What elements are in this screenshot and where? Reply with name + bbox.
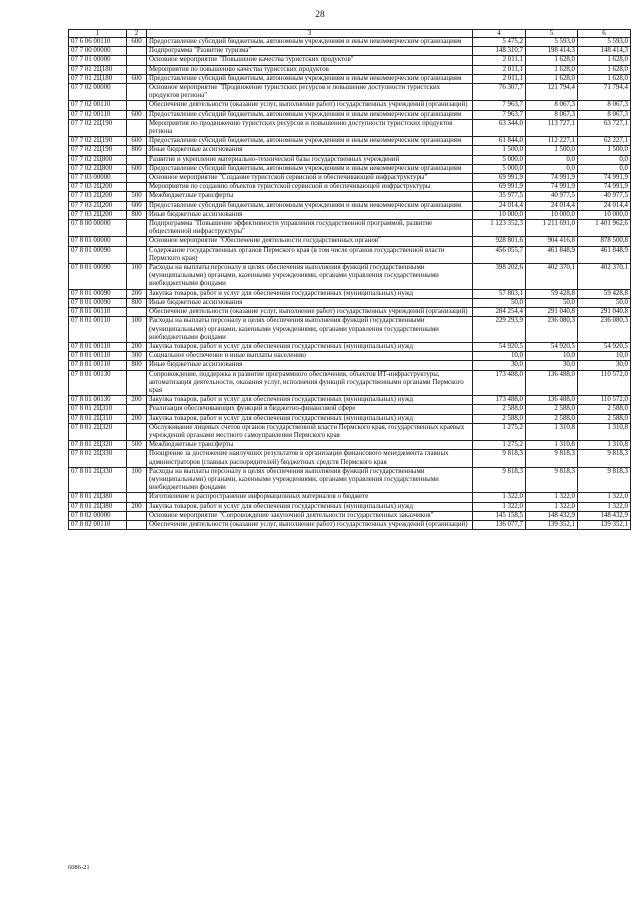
row-value-1-cell: 1 322,0 [473, 502, 526, 511]
row-code-cell: 07 8 02 00110 [69, 520, 127, 529]
row-description-cell: Обслуживание лицевых счетов органов государственной власти Пермского края, государственных краевых учреждений органами местного самоуправления Пермского края [147, 423, 473, 440]
row-code-cell: 07 7 03 2Ц200 [69, 192, 127, 201]
row-description-cell: Основное мероприятие "Создание туристской сервисной и обеспечивающей инфраструктуры" [147, 174, 473, 183]
row-value-2-cell: 1 628,0 [526, 74, 578, 83]
row-value-3-cell: 71 794,4 [578, 84, 631, 101]
row-value-3-cell: 148 414,3 [578, 47, 631, 56]
row-value-1-cell: 456 055,7 [473, 246, 526, 263]
row-value-1-cell: 7 963,7 [473, 101, 526, 110]
row-value-1-cell: 229 293,9 [473, 317, 526, 343]
table-row [69, 342, 631, 351]
row-value-1-cell: 5 475,2 [473, 38, 526, 47]
row-value-3-cell: 1 310,8 [578, 423, 631, 440]
row-value-2-cell: 74 991,9 [526, 183, 578, 192]
row-description-cell: Предоставление субсидий бюджетным, автономным учреждениям и иным некоммерческим организациям [147, 38, 473, 47]
row-code-cell: 07 8 01 00090 [69, 289, 127, 298]
row-value-3-cell: 110 572,0 [578, 396, 631, 405]
row-value-3-cell: 10 000,0 [578, 210, 631, 219]
row-value-1-cell: 2 588,0 [473, 414, 526, 423]
table-row [69, 155, 631, 164]
header-cell: 3 [147, 30, 473, 38]
row-value-2-cell: 113 727,1 [526, 119, 578, 136]
row-type-cell [127, 246, 147, 263]
row-value-3-cell: 139 352,1 [578, 520, 631, 529]
table-row [69, 146, 631, 155]
row-value-3-cell: 30,0 [578, 361, 631, 370]
row-value-3-cell: 8 067,3 [578, 110, 631, 119]
row-value-3-cell: 59 428,8 [578, 289, 631, 298]
row-value-2-cell: 2 588,0 [526, 414, 578, 423]
row-type-cell: 100 [127, 264, 147, 290]
row-code-cell: 07 7 01 2Ц180 [69, 74, 127, 83]
row-type-cell: 200 [127, 289, 147, 298]
row-value-2-cell: 10 000,0 [526, 210, 578, 219]
row-value-1-cell: 54 920,5 [473, 342, 526, 351]
row-code-cell: 07 7 02 00110 [69, 110, 127, 119]
row-description-cell: Иные бюджетные ассигнования [147, 146, 473, 155]
row-value-2-cell: 59 428,8 [526, 289, 578, 298]
row-value-3-cell: 0,0 [578, 155, 631, 164]
row-value-3-cell: 9 818,3 [578, 467, 631, 493]
row-value-2-cell: 1 211 691,0 [526, 220, 578, 237]
row-code-cell: 07 8 01 2Ц310 [69, 405, 127, 414]
row-code-cell: 07 8 01 00000 [69, 237, 127, 246]
row-code-cell: 07 8 01 2Ц330 [69, 450, 127, 467]
row-value-3-cell: 1 628,0 [578, 56, 631, 65]
row-type-cell: 600 [127, 164, 147, 173]
row-value-3-cell: 236 080,3 [578, 317, 631, 343]
row-code-cell: 07 8 01 2Ц380 [69, 493, 127, 502]
row-type-cell [127, 47, 147, 56]
row-value-1-cell: 10,0 [473, 352, 526, 361]
row-description-cell: Предоставление субсидий бюджетным, автономным учреждениям и иным некоммерческим организациям [147, 137, 473, 146]
row-value-1-cell: 57 803,1 [473, 289, 526, 298]
row-type-cell [127, 119, 147, 136]
row-value-2-cell: 9 818,3 [526, 467, 578, 493]
row-value-2-cell: 198 414,3 [526, 47, 578, 56]
row-value-2-cell: 148 432,9 [526, 511, 578, 520]
table-row [69, 405, 631, 414]
row-value-2-cell: 54 920,5 [526, 342, 578, 351]
row-value-3-cell: 110 572,0 [578, 370, 631, 396]
row-type-cell: 600 [127, 137, 147, 146]
row-value-2-cell: 136 488,0 [526, 370, 578, 396]
table-row [69, 308, 631, 317]
row-value-1-cell: 398 202,6 [473, 264, 526, 290]
row-code-cell: 07 8 01 2Ц320 [69, 423, 127, 440]
row-type-cell [127, 183, 147, 192]
row-code-cell: 07 8 02 00000 [69, 511, 127, 520]
row-description-cell: Реализация обеспечивающих функций в бюджетно-финансовой сфере [147, 405, 473, 414]
row-value-1-cell: 5 000,0 [473, 164, 526, 173]
row-type-cell [127, 450, 147, 467]
row-code-cell: 07 8 01 00130 [69, 396, 127, 405]
table-row [69, 74, 631, 83]
row-code-cell: 07 8 01 00090 [69, 246, 127, 263]
table-row [69, 370, 631, 396]
row-value-2-cell: 8 067,3 [526, 101, 578, 110]
row-value-2-cell: 1 310,8 [526, 441, 578, 450]
row-value-2-cell: 139 352,1 [526, 520, 578, 529]
row-type-cell [127, 220, 147, 237]
row-value-2-cell: 74 991,9 [526, 174, 578, 183]
table-row [69, 441, 631, 450]
row-code-cell: 07 6 06 00110 [69, 38, 127, 47]
row-value-2-cell: 1 500,0 [526, 146, 578, 155]
row-value-2-cell: 402 370,1 [526, 264, 578, 290]
table-row [69, 317, 631, 343]
row-value-3-cell: 10,0 [578, 352, 631, 361]
row-code-cell: 07 7 02 00110 [69, 101, 127, 110]
row-type-cell [127, 520, 147, 529]
row-code-cell: 07 7 01 2Ц180 [69, 65, 127, 74]
row-description-cell: Основное мероприятие "Повышение качества туристских продуктов" [147, 56, 473, 65]
row-value-1-cell: 50,0 [473, 298, 526, 307]
row-code-cell: 07 8 01 00110 [69, 352, 127, 361]
row-value-2-cell: 291 040,8 [526, 308, 578, 317]
row-value-1-cell: 35 977,5 [473, 192, 526, 201]
table-row [69, 56, 631, 65]
header-cell: 2 [127, 30, 147, 38]
row-value-2-cell: 1 628,0 [526, 56, 578, 65]
row-code-cell: 07 7 02 2Ц190 [69, 146, 127, 155]
table-row [69, 361, 631, 370]
row-value-3-cell: 1 628,0 [578, 65, 631, 74]
row-description-cell: Содержание государственных органов Пермского края (в том числе органов государственной власти Пермского края) [147, 246, 473, 263]
row-value-1-cell: 2 588,0 [473, 405, 526, 414]
row-code-cell: 07 7 02 2Ц190 [69, 119, 127, 136]
row-value-1-cell: 69 991,9 [473, 183, 526, 192]
row-type-cell: 200 [127, 396, 147, 405]
table-row [69, 119, 631, 136]
table-row [69, 84, 631, 101]
row-description-cell: Обеспечение деятельности (оказание услуг, выполнение работ) государственных учреждений (организаций) [147, 308, 473, 317]
table-row [69, 502, 631, 511]
row-value-2-cell: 40 977,5 [526, 192, 578, 201]
row-value-2-cell: 121 794,4 [526, 84, 578, 101]
header-cell: 4 [473, 30, 526, 38]
row-code-cell: 07 7 02 2Ц800 [69, 155, 127, 164]
row-value-1-cell: 76 307,7 [473, 84, 526, 101]
table-row [69, 467, 631, 493]
row-description-cell: Предоставление субсидий бюджетным, автономным учреждениям и иным некоммерческим организациям [147, 74, 473, 83]
row-value-1-cell: 928 801,6 [473, 237, 526, 246]
row-type-cell [127, 370, 147, 396]
row-value-3-cell: 50,0 [578, 298, 631, 307]
table-row [69, 298, 631, 307]
row-code-cell: 07 8 01 00110 [69, 361, 127, 370]
row-value-1-cell: 1 322,0 [473, 493, 526, 502]
row-value-3-cell: 2 588,0 [578, 405, 631, 414]
row-type-cell [127, 493, 147, 502]
table-row [69, 352, 631, 361]
row-value-2-cell: 50,0 [526, 298, 578, 307]
row-description-cell: Предоставление субсидий бюджетным, автономным учреждениям и иным некоммерческим организациям [147, 110, 473, 119]
row-value-3-cell: 402 370,1 [578, 264, 631, 290]
row-value-2-cell: 236 080,3 [526, 317, 578, 343]
row-value-2-cell: 136 488,0 [526, 396, 578, 405]
row-value-3-cell: 1 310,8 [578, 441, 631, 450]
row-type-cell: 500 [127, 441, 147, 450]
row-value-1-cell: 148 310,7 [473, 47, 526, 56]
row-value-2-cell: 0,0 [526, 164, 578, 173]
row-description-cell: Предоставление субсидий бюджетным, автономным учреждениям и иным некоммерческим организациям [147, 164, 473, 173]
row-value-1-cell: 61 844,0 [473, 137, 526, 146]
row-description-cell: Закупка товаров, работ и услуг для обеспечения государственных (муниципальных) нужд [147, 414, 473, 423]
table-row [69, 264, 631, 290]
row-value-2-cell: 1 310,8 [526, 423, 578, 440]
row-type-cell: 600 [127, 201, 147, 210]
row-type-cell [127, 405, 147, 414]
row-code-cell: 07 7 03 2Ц200 [69, 183, 127, 192]
row-type-cell: 200 [127, 414, 147, 423]
row-description-cell: Иные бюджетные ассигнования [147, 298, 473, 307]
row-description-cell: Развитие и укрепление материально-технической базы государственных учреждений [147, 155, 473, 164]
row-value-1-cell: 2 011,1 [473, 56, 526, 65]
row-type-cell [127, 308, 147, 317]
table-row [69, 520, 631, 529]
row-code-cell: 07 8 01 2Ц330 [69, 467, 127, 493]
row-description-cell: Мероприятия по созданию объектов туристской сервисной и обеспечивающей инфраструктуры [147, 183, 473, 192]
row-value-3-cell: 1 322,0 [578, 493, 631, 502]
row-value-1-cell: 136 077,7 [473, 520, 526, 529]
row-code-cell: 07 7 03 00000 [69, 174, 127, 183]
row-type-cell [127, 56, 147, 65]
row-type-cell [127, 423, 147, 440]
row-description-cell: Межбюджетные трансферты [147, 441, 473, 450]
row-value-1-cell: 2 011,1 [473, 65, 526, 74]
table-row [69, 183, 631, 192]
table-row [69, 38, 631, 47]
row-value-2-cell: 24 014,4 [526, 201, 578, 210]
row-description-cell: Изготовление и распространение информационных материалов о бюджете [147, 493, 473, 502]
row-value-2-cell: 10,0 [526, 352, 578, 361]
row-description-cell: Социальное обеспечение и иные выплаты населению [147, 352, 473, 361]
row-type-cell: 500 [127, 192, 147, 201]
row-value-1-cell: 173 488,0 [473, 370, 526, 396]
row-value-3-cell: 1 628,0 [578, 74, 631, 83]
row-value-1-cell: 63 344,0 [473, 119, 526, 136]
row-value-3-cell: 148 432,9 [578, 511, 631, 520]
row-value-2-cell: 1 322,0 [526, 502, 578, 511]
row-value-1-cell: 10 000,0 [473, 210, 526, 219]
budget-table [68, 29, 631, 530]
row-description-cell: Иные бюджетные ассигнования [147, 361, 473, 370]
row-value-3-cell: 1 500,0 [578, 146, 631, 155]
row-description-cell: Основное мероприятие "Продвижение туристских ресурсов и повышение доступности туристских продуктов региона" [147, 84, 473, 101]
row-value-2-cell: 1 322,0 [526, 493, 578, 502]
row-value-3-cell: 0,0 [578, 164, 631, 173]
row-description-cell: Предоставление субсидий бюджетным, автономным учреждениям и иным некоммерческим организациям [147, 201, 473, 210]
header-cell: 5 [526, 30, 578, 38]
table-row [69, 174, 631, 183]
row-value-1-cell: 24 014,4 [473, 201, 526, 210]
row-value-1-cell: 7 963,7 [473, 110, 526, 119]
row-type-cell: 600 [127, 38, 147, 47]
row-code-cell: 07 8 01 00110 [69, 317, 127, 343]
row-type-cell: 200 [127, 342, 147, 351]
row-value-3-cell: 8 067,3 [578, 101, 631, 110]
row-description-cell: Закупка товаров, работ и услуг для обеспечения государственных (муниципальных) нужд [147, 502, 473, 511]
row-value-2-cell: 461 848,9 [526, 246, 578, 263]
row-value-3-cell: 63 727,1 [578, 119, 631, 136]
row-type-cell [127, 101, 147, 110]
row-value-1-cell: 30,0 [473, 361, 526, 370]
row-value-2-cell: 112 227,1 [526, 137, 578, 146]
row-code-cell: 07 8 01 2Ц310 [69, 414, 127, 423]
row-value-2-cell: 5 593,0 [526, 38, 578, 47]
row-value-1-cell: 1 500,0 [473, 146, 526, 155]
row-code-cell: 07 7 02 00000 [69, 84, 127, 101]
row-description-cell: Мероприятия по повышению качества туристских продуктов [147, 65, 473, 74]
row-value-2-cell: 0,0 [526, 155, 578, 164]
row-type-cell: 800 [127, 361, 147, 370]
row-code-cell: 07 7 02 2Ц800 [69, 164, 127, 173]
row-description-cell: Мероприятия по продвижению туристских ресурсов и повышению доступности туристских продуктов региона [147, 119, 473, 136]
row-description-cell: Поощрение за достижение наилучших результатов в организации финансового менеджмента главных администраторов (главных распорядителей) бюджетных средств Пермского края [147, 450, 473, 467]
row-code-cell: 07 7 00 00000 [69, 47, 127, 56]
table-body [69, 38, 631, 530]
row-value-3-cell: 24 014,4 [578, 201, 631, 210]
table-row [69, 396, 631, 405]
table-row [69, 246, 631, 263]
row-code-cell: 07 8 01 00110 [69, 308, 127, 317]
row-value-2-cell: 2 588,0 [526, 405, 578, 414]
row-code-cell: 07 7 03 2Ц200 [69, 201, 127, 210]
row-code-cell: 07 8 01 00110 [69, 342, 127, 351]
row-description-cell: Подпрограмма "Повышение эффективности управления государственной программой, развитие общественной инфраструктуры" [147, 220, 473, 237]
row-value-3-cell: 62 227,1 [578, 137, 631, 146]
row-value-1-cell: 69 991,9 [473, 174, 526, 183]
row-value-1-cell: 173 488,0 [473, 396, 526, 405]
row-value-1-cell: 1 275,2 [473, 441, 526, 450]
row-value-3-cell: 54 920,5 [578, 342, 631, 351]
row-value-3-cell: 878 500,8 [578, 237, 631, 246]
row-type-cell [127, 174, 147, 183]
row-type-cell [127, 84, 147, 101]
table-row [69, 110, 631, 119]
row-code-cell: 07 8 01 00090 [69, 298, 127, 307]
table-row [69, 65, 631, 74]
row-value-3-cell: 74 991,9 [578, 174, 631, 183]
table-row [69, 493, 631, 502]
row-value-3-cell: 2 588,0 [578, 414, 631, 423]
row-type-cell: 800 [127, 210, 147, 219]
row-type-cell [127, 237, 147, 246]
row-description-cell: Расходы на выплаты персоналу в целях обеспечения выполнения функций государственными (муниципальными) органами, казенными учреждениями, органами управления государственными внебюджетными фондами [147, 317, 473, 343]
table-row [69, 220, 631, 237]
row-value-1-cell: 1 123 352,3 [473, 220, 526, 237]
row-value-2-cell: 8 067,3 [526, 110, 578, 119]
row-value-3-cell: 74 991,9 [578, 183, 631, 192]
row-code-cell: 07 8 01 00090 [69, 264, 127, 290]
row-type-cell [127, 155, 147, 164]
row-description-cell: Расходы на выплаты персоналу в целях обеспечения выполнения функций государственными (муниципальными) органами, казенными учреждениями, органами управления государственными внебюджетными фондами [147, 264, 473, 290]
row-code-cell: 07 7 02 2Ц190 [69, 137, 127, 146]
row-description-cell: Обеспечение деятельности (оказание услуг, выполнение работ) государственных учреждений (организаций) [147, 101, 473, 110]
row-value-3-cell: 1 322,0 [578, 502, 631, 511]
row-description-cell: Закупка товаров, работ и услуг для обеспечения государственных (муниципальных) нужд [147, 396, 473, 405]
row-value-1-cell: 9 818,3 [473, 450, 526, 467]
row-description-cell: Подпрограмма "Развитие туризма" [147, 47, 473, 56]
row-code-cell: 07 7 01 00000 [69, 56, 127, 65]
row-description-cell: Расходы на выплаты персоналу в целях обеспечения выполнения функций государственными (муниципальными) органами, казенными учреждениями, органами управления государственными внебюджетными фондами [147, 467, 473, 493]
row-value-3-cell: 291 040,8 [578, 308, 631, 317]
table-row [69, 192, 631, 201]
header-cell: 6 [578, 30, 631, 38]
row-value-2-cell: 904 416,8 [526, 237, 578, 246]
row-description-cell: Закупка товаров, работ и услуг для обеспечения государственных (муниципальных) нужд [147, 289, 473, 298]
row-code-cell: 07 8 00 00000 [69, 220, 127, 237]
table-row [69, 450, 631, 467]
row-value-3-cell: 1 401 962,6 [578, 220, 631, 237]
row-type-cell: 300 [127, 352, 147, 361]
table-row [69, 47, 631, 56]
row-value-2-cell: 30,0 [526, 361, 578, 370]
table-row [69, 210, 631, 219]
row-type-cell [127, 65, 147, 74]
table-row [69, 201, 631, 210]
row-code-cell: 07 8 01 2Ц380 [69, 502, 127, 511]
row-type-cell: 200 [127, 502, 147, 511]
row-type-cell [127, 511, 147, 520]
row-type-cell: 100 [127, 317, 147, 343]
table-row [69, 511, 631, 520]
footer-code: 6086-21 [68, 864, 90, 871]
row-description-cell: Межбюджетные трансферты [147, 192, 473, 201]
table-row [69, 237, 631, 246]
table-header-row [69, 30, 631, 38]
row-description-cell: Закупка товаров, работ и услуг для обеспечения государственных (муниципальных) нужд [147, 342, 473, 351]
row-type-cell: 800 [127, 298, 147, 307]
row-code-cell: 07 7 03 2Ц200 [69, 210, 127, 219]
table-row [69, 423, 631, 440]
table-row [69, 414, 631, 423]
row-description-cell: Основное мероприятие "Обеспечение деятельности государственных органов" [147, 237, 473, 246]
row-value-3-cell: 9 818,3 [578, 450, 631, 467]
row-value-2-cell: 1 628,0 [526, 65, 578, 74]
table-row [69, 289, 631, 298]
row-description-cell: Иные бюджетные ассигнования [147, 210, 473, 219]
row-value-1-cell: 1 275,2 [473, 423, 526, 440]
row-value-1-cell: 9 818,3 [473, 467, 526, 493]
table-row [69, 164, 631, 173]
row-value-1-cell: 145 158,5 [473, 511, 526, 520]
row-value-3-cell: 461 848,9 [578, 246, 631, 263]
row-value-1-cell: 284 254,4 [473, 308, 526, 317]
row-value-3-cell: 40 977,5 [578, 192, 631, 201]
row-value-1-cell: 5 000,0 [473, 155, 526, 164]
row-value-1-cell: 2 011,1 [473, 74, 526, 83]
row-code-cell: 07 8 01 2Ц320 [69, 441, 127, 450]
row-type-cell: 800 [127, 146, 147, 155]
page-number: 28 [315, 10, 325, 20]
table-row [69, 101, 631, 110]
row-value-2-cell: 9 818,3 [526, 450, 578, 467]
row-type-cell: 600 [127, 110, 147, 119]
row-description-cell: Обеспечение деятельности (оказание услуг, выполнение работ) государственных учреждений (организаций) [147, 520, 473, 529]
row-type-cell: 600 [127, 74, 147, 83]
row-description-cell: Основное мероприятие "Сопровождение закупочной деятельности государственных заказчиков" [147, 511, 473, 520]
row-type-cell: 100 [127, 467, 147, 493]
header-cell: 1 [69, 30, 127, 38]
row-description-cell: Сопровождение, поддержка и развитие программного обеспечения, объектов ИТ-инфраструктуры, автоматизация деятельности, оказания услуг, исполнения функций государственными органами Пермского края [147, 370, 473, 396]
row-value-3-cell: 5 593,0 [578, 38, 631, 47]
table-row [69, 137, 631, 146]
row-code-cell: 07 8 01 00130 [69, 370, 127, 396]
